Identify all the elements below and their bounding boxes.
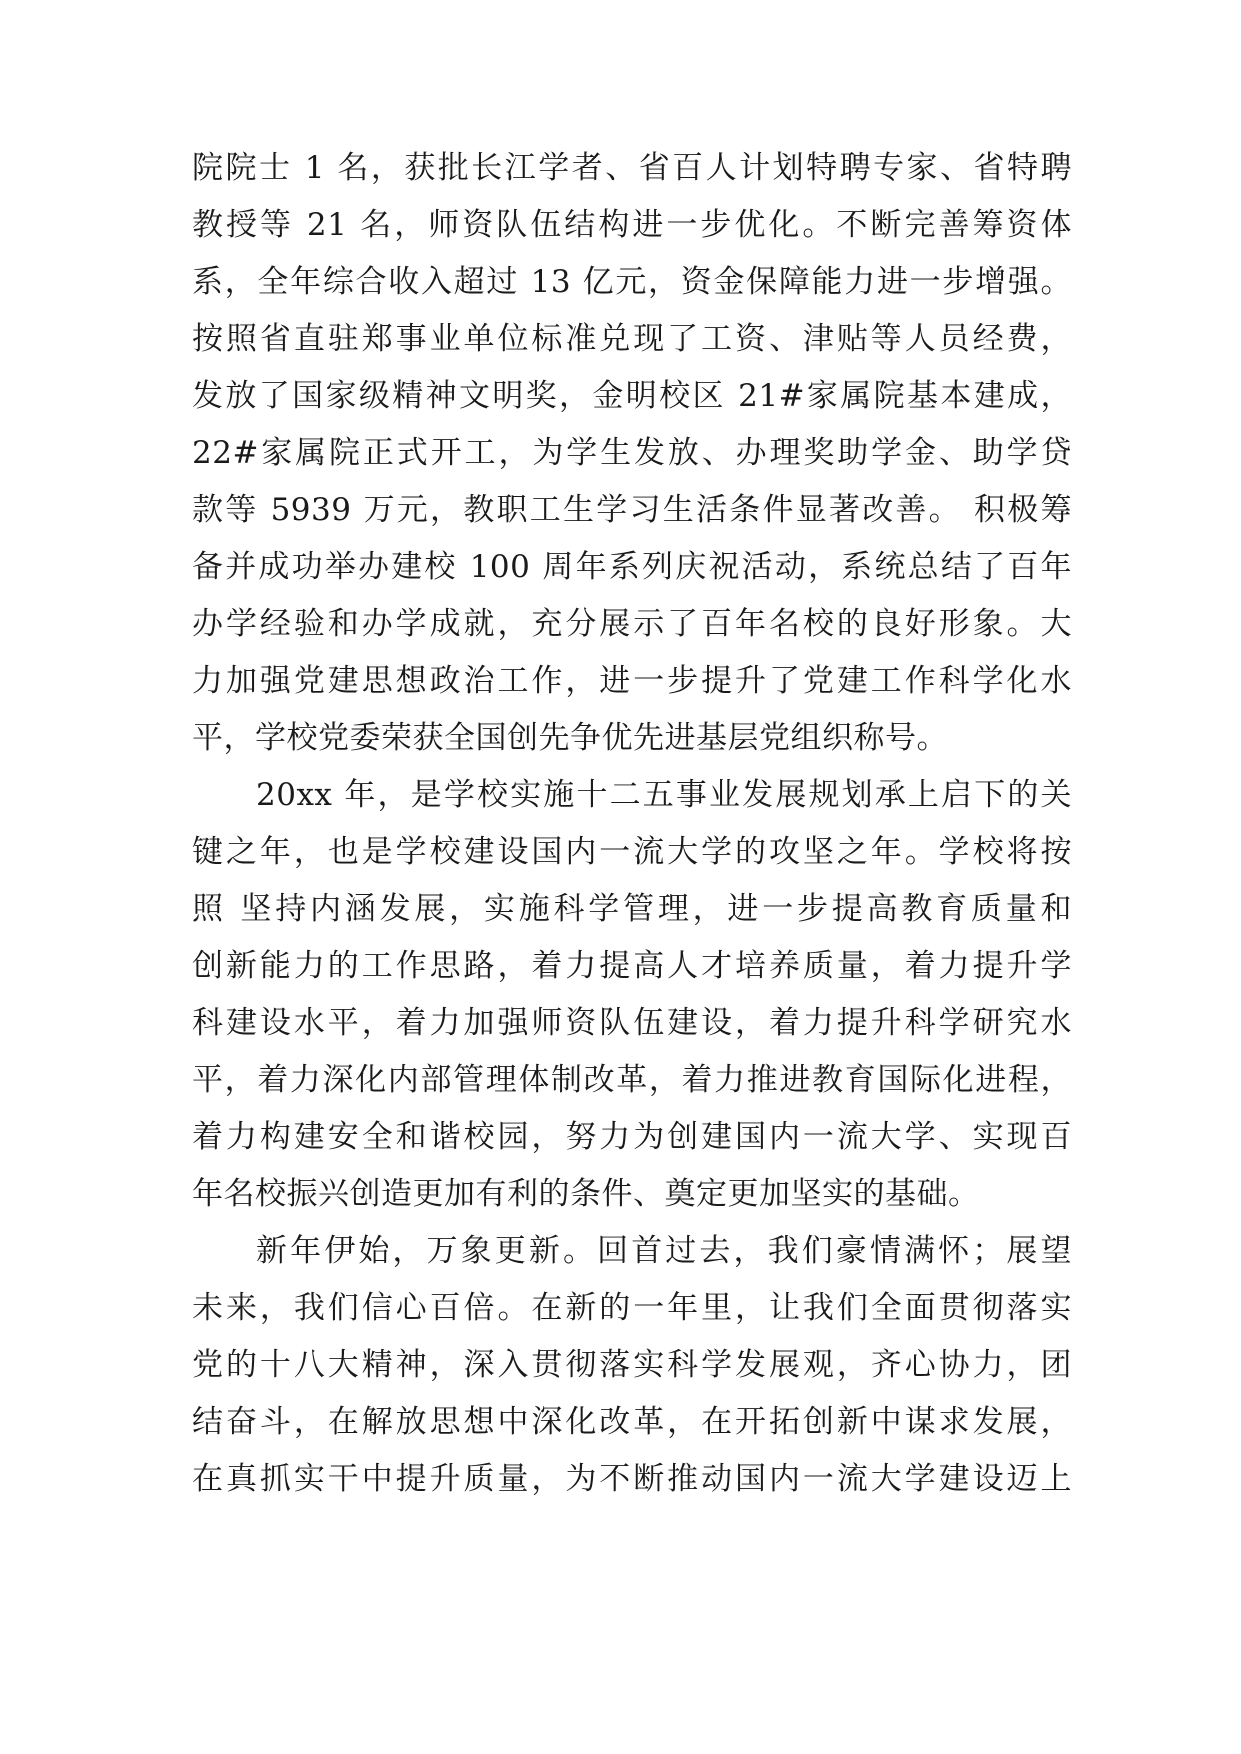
paragraph-line: 科建设水平，着力加强师资队伍建设，着力提升科学研究水 xyxy=(192,1005,1072,1041)
paragraph-line: 力加强党建思想政治工作，进一步提升了党建工作科学化水 xyxy=(192,663,1072,699)
paragraph-line: 创新能力的工作思路，着力提高人才培养质量，着力提升学 xyxy=(192,948,1072,984)
paragraph-line: 键之年，也是学校建设国内一流大学的攻坚之年。学校将按 xyxy=(192,834,1072,870)
paragraph-line: 教授等 21 名，师资队伍结构进一步优化。不断完善筹资体 xyxy=(192,207,1072,243)
paragraph-line: 平，学校党委荣获全国创先争优先进基层党组织称号。 xyxy=(192,720,948,756)
paragraph-first-line: 新年伊始，万象更新。回首过去，我们豪情满怀；展望 xyxy=(256,1233,1072,1269)
paragraph-line: 照 坚持内涵发展，实施科学管理，进一步提高教育质量和 xyxy=(192,891,1072,927)
paragraph-line: 备并成功举办建校 100 周年系列庆祝活动，系统总结了百年 xyxy=(192,549,1072,585)
paragraph-line: 党的十八大精神，深入贯彻落实科学发展观，齐心协力，团 xyxy=(192,1347,1072,1383)
paragraph-line: 系，全年综合收入超过 13 亿元，资金保障能力进一步增强。 xyxy=(192,264,1072,300)
paragraph-line: 按照省直驻郑事业单位标准兑现了工资、津贴等人员经费， xyxy=(192,321,1072,357)
paragraph-line: 办学经验和办学成就，充分展示了百年名校的良好形象。大 xyxy=(192,606,1072,642)
paragraph-line: 款等 5939 万元，教职工生学习生活条件显著改善。 积极筹 xyxy=(192,492,1072,528)
paragraph-line: 院院士 1 名，获批长江学者、省百人计划特聘专家、省特聘 xyxy=(192,150,1072,186)
paragraph-first-line: 20xx 年，是学校实施十二五事业发展规划承上启下的关 xyxy=(256,777,1072,813)
paragraph-line: 在真抓实干中提升质量，为不断推动国内一流大学建设迈上 xyxy=(192,1461,1072,1497)
paragraph-line: 22#家属院正式开工，为学生发放、办理奖助学金、助学贷 xyxy=(192,435,1072,471)
paragraph-line: 平，着力深化内部管理体制改革，着力推进教育国际化进程， xyxy=(192,1062,1072,1098)
paragraph-line: 结奋斗，在解放思想中深化改革，在开拓创新中谋求发展， xyxy=(192,1404,1072,1440)
paragraph-line: 着力构建安全和谐校园，努力为创建国内一流大学、实现百 xyxy=(192,1119,1072,1155)
paragraph-line: 发放了国家级精神文明奖，金明校区 21#家属院基本建成， xyxy=(192,378,1072,414)
paragraph-line: 未来，我们信心百倍。在新的一年里，让我们全面贯彻落实 xyxy=(192,1290,1072,1326)
paragraph-line: 年名校振兴创造更加有利的条件、奠定更加坚实的基础。 xyxy=(192,1176,980,1212)
